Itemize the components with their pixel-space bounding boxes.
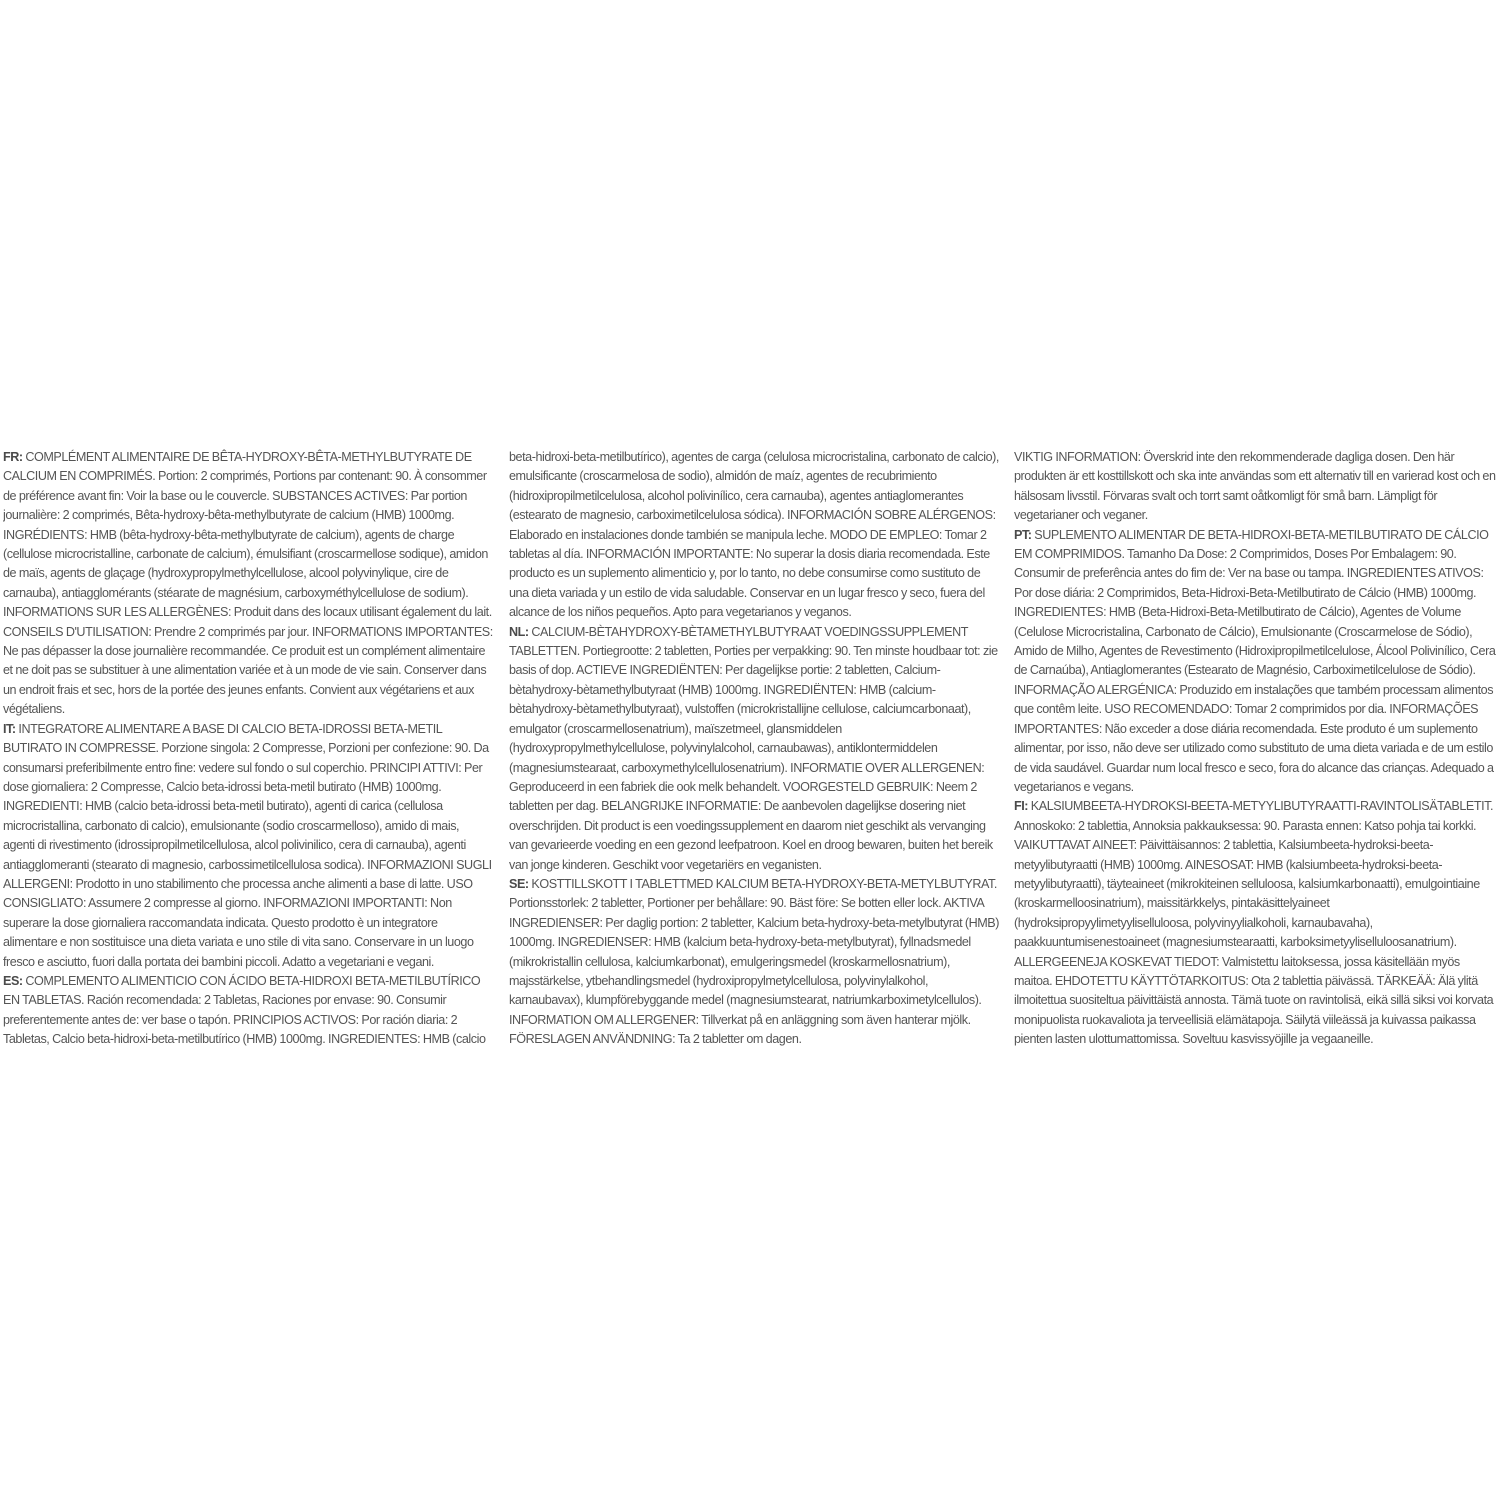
text-column-3 — [1014, 448, 1498, 1050]
section-fi-text: KALSIUMBEETA-HYDROKSI-BEETA-METYYLIBUTYRAATTI-RAVINTOLISÄTABLETIT. Annoskoko: 2 tablettia, Annoksia pakkauksessa: 90. Parasta ennen: Katso pohja tai korkki. VAIKUTTAVAT AINEET: Päivittäisannos: 2 tablettia, Kalsiumbeeta-hydroksi-beeta-metyylibutyraatti (HMB) 1000mg. AINESOSAT: HMB (kalsiumbeeta-hydroksi-beeta-metyylibutyraatti), täyteaineet (mikrokiteinen selluloosa, kalsiumkarbonaatti), emulgointiaine (kroskarmelloosinatrium), maissitärkkelys, pintakäsittelyaineet (hydroksipropyylimetyyliselluloosa, polyvinyylialkoholi, karnaubavaha), paakkuuntumisenestoaineet (magnesiumstearaatti, karboksimetyyliselluloosanatrium). ALLERGEENEJA KOSKEVAT TIEDOT: Valmistettu laitoksessa, jossa käsitellään myös maitoa. EHDOTETTU KÄYTTÖTARKOITUS: Ota 2 tablettia päivässä. TÄRKEÄÄ: Älä ylitä ilmoitettua suositeltua päivittäistä annosta. Tämä tuote on ravintolisä, eikä sillä siksi voi korvata monipuolista ruokavaliota ja terveellisiä elämätapoja. Säilytä viileässä ja kuivassa paikassa pienten lasten ulottumattomissa. Soveltuu kasvissyöjille ja vegaaneille. — [1014, 799, 1494, 1047]
section-se-text-start: KOSTTILLSKOTT I TABLETTMED KALCIUM BETA-HYDROXY-BETA-METYLBUTYRAT. Portionsstorlek: 2 tabletter, Portioner per behållare: 90. Bäst före: Se botten eller lock. AKTIVA INGREDIENSER: Per daglig portion: 2 tabletter, Kalcium beta-hydroxy-beta-metylbutyrat (HMB) 1000mg. INGREDIENSER: HMB (kalcium beta-hydroxy-beta-metylbutyrat), fyllnadsmedel (mikrokristallin cellulosa, kalciumkarbonat), emulgeringsmedel (kroskarmellosnatrium), majsstärkelse, ytbehandlingsmedel (hydroxipropylmetylcellulosa, polyvinylalkohol, karnaubavax), klumpförebyggande medel (magnesiumstearat, natriumkarboximetylcellulos). INFORMATION OM ALLERGENER: Tillverkat på en anläggning som även hanterar mjölk. FÖRESLAGEN ANVÄNDNING: Ta 2 tabletter om dagen. — [509, 876, 999, 1047]
lang-code-fr: FR: — [3, 450, 23, 464]
section-se-continued — [1014, 448, 1498, 526]
section-fr-text: COMPLÉMENT ALIMENTAIRE DE BÊTA-HYDROXY-BÊTA-METHYLBUTYRATE DE CALCIUM EN COMPRIMÉS. Portion: 2 comprimés, Portions par contenant: 90. À consommer de préférence avant fin: Voir la base ou le couvercle. SUBSTANCES ACTIVES: Par portion journalière: 2 comprimés, Bêta-hydroxy-bêta-methylbutyrate de calcium (HMB) 1000mg. INGRÉDIENTS: HMB (bêta-hydroxy-bêta-methylbutyrate de calcium), agents de charge (cellulose microcristalline, carbonate de calcium), émulsifiant (croscarmellose sodique), amidon de maïs, agents de glaçage (hydroxypropylmethylcellulose, alcool polyvinylique, cire de carnauba), antiagglomérants (stéarate de magnésium, carboxyméthylcellulose de sodium). INFORMATIONS SUR LES ALLERGÈNES: Produit dans des locaux utilisant également du lait. CONSEILS D'UTILISATION: Prendre 2 comprimés par jour. INFORMATIONS IMPORTANTES: Ne pas dépasser la dose journalière recommandée. Ce produit est un complément alimentaire et ne doit pas se substituer à une alimentation variée et à un mode de vie sain. Conserver dans un endroit frais et sec, hors de la portée des jeunes enfants. Convient aux végétariens et aux végétaliens. — [3, 450, 493, 717]
text-column-1 — [3, 448, 493, 1050]
lang-code-nl: NL: — [509, 624, 529, 639]
section-nl-text: CALCIUM-BÈTAHYDROXY-BÈTAMETHYLBUTYRAAT VOEDINGSSUPPLEMENT TABLETTEN. Portiegrootte: 2 tabletten, Porties per verpakking: 90. Ten minste houdbaar tot: zie basis of dop. ACTIEVE INGREDIËNTEN: Per dagelijkse portie: 2 tabletten, Calcium-bètahydroxy-bètamethylbutyraat (HMB) 1000mg. INGREDIËNTEN: HMB (calcium-bètahydroxy-bètamethylbutyraat), vulstoffen (microkristallijne cellulose, calciumcarbonaat), emulgator (croscarmellosenatrium), maïszetmeel, glansmiddelen (hydroxypropylmethylcellulose, polyvinylalcohol, carnaubawas), antiklontermiddelen (magnesiumstearaat, carboxymethylcellulosenatrium). INFORMATIE OVER ALLERGENEN: Geproduceerd in een fabriek die ook melk behandelt. VOORGESTELD GEBRUIK: Neem 2 tabletten per dag. BELANGRIJKE INFORMATIE: De aanbevolen dagelijkse dosering niet overschrijden. Dit product is een voedingssupplement en daarom niet geschikt als vervanging van gevarieerde voeding en een gezond leefpatroon. Koel en droog bewaren, buiten het bereik van jonge kinderen. Geschikt voor vegetariërs en veganisten. — [509, 624, 998, 872]
section-fr — [3, 448, 493, 720]
section-nl — [509, 623, 1001, 875]
lang-code-it: IT: — [3, 721, 16, 736]
section-it-text: INTEGRATORE ALIMENTARE A BASE DI CALCIO BETA-IDROSSI BETA-METIL BUTIRATO IN COMPRESSE. Porzione singola: 2 Compresse, Porzioni per confezione: 90. Da consumarsi preferibilmente entro fine: vedere sul fondo o sul coperchio. PRINCIPI ATTIVI: Per dose giornaliera: 2 Compresse, Calcio beta-idrossi beta-metil butirato (HMB) 1000mg. INGREDIENTI: HMB (calcio beta-idrossi beta-metil butirato), agenti di carica (cellulosa microcristallina, carbonato di calcio), emulsionante (sodio croscarmelloso), amido di mais, agenti di rivestimento (idrossipropilmetilcellulosa, alcol polivinilico, cera di carnauba), agenti antiagglomeranti (stearato di magnesio, carbossimetilcellulosa sodica). INFORMAZIONI SUGLI ALLERGENI: Prodotto in uno stabilimento che processa anche alimenti a base di latte. USO CONSIGLIATO: Assumere 2 compresse al giorno. INFORMAZIONI IMPORTANTI: Non superare la dose giornaliera raccomandata indicata. Questo prodotto è un integratore alimentare e non sostituisce una dieta variata e uno stile di vita sano. Conservare in un luogo fresco e asciutto, fuori dalla portata dei bambini piccoli. Adatto a vegetariani e vegani. — [3, 721, 492, 969]
multilingual-label-text — [0, 448, 1500, 1060]
section-fi — [1014, 797, 1498, 1049]
section-es-continued — [509, 448, 1001, 623]
section-se-text-continued: VIKTIG INFORMATION: Överskrid inte den rekommenderade dagliga dosen. Den här produkten är ett kosttillskott och ska inte användas som ett alternativ till en varierad kost och en hälsosam livsstil. Förvaras svalt och torrt samt oåtkomligt för små barn. Lämpligt för vegetarianer och veganer. — [1014, 450, 1496, 523]
lang-code-se: SE: — [509, 876, 529, 891]
section-se-start — [509, 875, 1001, 1050]
text-column-2 — [509, 448, 1001, 1050]
lang-code-pt: PT: — [1014, 527, 1032, 542]
section-pt-text: SUPLEMENTO ALIMENTAR DE BETA-HIDROXI-BETA-METILBUTIRATO DE CÁLCIO EM COMPRIMIDOS. Tamanho Da Dose: 2 Comprimidos, Doses Por Embalagem: 90. Consumir de preferência antes do fim de: Ver na base ou tampa. INGREDIENTES ATIVOS: Por dose diária: 2 Comprimidos, Beta-Hidroxi-Beta-Metilbutirato de Cálcio (HMB) 1000mg. INGREDIENTES: HMB (Beta-Hidroxi-Beta-Metilbutirato de Cálcio), Agentes de Volume (Celulose Microcristalina, Carbonato de Cálcio), Emulsionante (Croscarmelose de Sódio), Amido de Milho, Agentes de Revestimento (Hidroxipropilmetilcelulose, Álcool Polivinílico, Cera de Carnaúba), Antiaglomerantes (Estearato de Magnésio, Carboximetilcelulose de Sódio). INFORMAÇÃO ALERGÉNICA: Produzido em instalações que também processam alimentos que contêm leite. USO RECOMENDADO: Tomar 2 comprimidos por dia. INFORMAÇÕES IMPORTANTES: Não exceder a dose diária recomendada. Este produto é um suplemento alimentar, por isso, não deve ser utilizado como substituto de uma dieta variada e de um estilo de vida saudável. Guardar num local fresco e seco, fora do alcance das crianças. Adequado a vegetarianos e vegans. — [1014, 527, 1496, 794]
section-es-text-continued: beta-hidroxi-beta-metilbutírico), agentes de carga (celulosa microcristalina, carbonato de calcio), emulsificante (croscarmelosa de sodio), almidón de maíz, agentes de recubrimiento (hidroxipropilmetilcelulosa, alcohol polivinílico, cera carnauba), agentes antiaglomerantes (estearato de magnesio, carboximetilcelulosa sódica). INFORMACIÓN SOBRE ALÉRGENOS: Elaborado en instalaciones donde también se manipula leche. MODO DE EMPLEO: Tomar 2 tabletas al día. INFORMACIÓN IMPORTANTE: No superar la dosis diaria recomendada. Este producto es un suplemento alimenticio y, por lo tanto, no debe consumirse como sustituto de una dieta variada y un estilo de vida saludable. Conservar en un lugar fresco y seco, fuera del alcance de los niños pequeños. Apto para vegetarianos y veganos. — [509, 450, 999, 620]
section-pt — [1014, 526, 1498, 798]
lang-code-es: ES: — [3, 973, 23, 988]
section-es-text-start: COMPLEMENTO ALIMENTICIO CON ÁCIDO BETA-HIDROXI BETA-METILBUTÍRICO EN TABLETAS. Ración recomendada: 2 Tabletas, Raciones por envase: 90. Consumir preferentemente antes de: ver base o tapón. PRINCIPIOS ACTIVOS: Por ración diaria: 2 Tabletas, Calcio beta-hidroxi-beta-metilbutírico (HMB) 1000mg. INGREDIENTES: HMB (calcio — [3, 973, 486, 1047]
section-es-start — [3, 972, 493, 1050]
lang-code-fi: FI: — [1014, 799, 1029, 814]
section-it — [3, 720, 493, 972]
